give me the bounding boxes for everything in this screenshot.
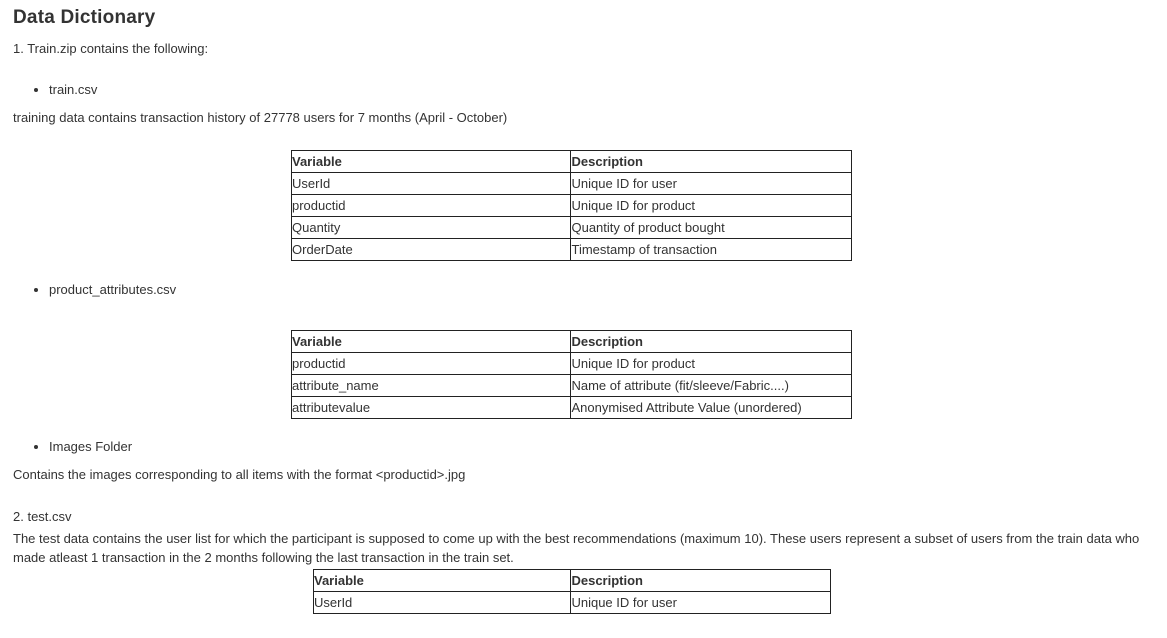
- table-header-row: [292, 151, 852, 173]
- table-cell: Anonymised Attribute Value (unordered): [571, 397, 852, 419]
- bullet-train-label: train.csv: [49, 82, 98, 97]
- table-cell: Quantity: [292, 217, 571, 239]
- table-row: [292, 375, 852, 397]
- bullet-images-label: Images Folder: [49, 439, 133, 454]
- bullet-train-csv: [34, 81, 97, 99]
- images-description: Contains the images corresponding to all items with the format <productid>.jpg: [13, 467, 466, 482]
- table-cell: attribute_name: [292, 375, 571, 397]
- table-header-cell: Description: [571, 151, 852, 173]
- bullet-images-folder: [34, 438, 132, 456]
- table-cell: Quantity of product bought: [571, 217, 852, 239]
- bullet-icon: [34, 288, 38, 292]
- bullet-product-label: product_attributes.csv: [49, 282, 177, 297]
- train-variables-table: [291, 150, 852, 261]
- table-cell: productid: [292, 195, 571, 217]
- table-row: [292, 195, 852, 217]
- table-cell: OrderDate: [292, 239, 571, 261]
- bullet-icon: [34, 445, 38, 449]
- train-description: training data contains transaction history of 27778 users for 7 months (April - October): [13, 110, 508, 125]
- table-header-cell: Variable: [292, 151, 571, 173]
- table-header-row: [314, 570, 831, 592]
- table-cell: Unique ID for product: [571, 195, 852, 217]
- table-header-cell: Variable: [292, 331, 571, 353]
- table-cell: UserId: [314, 592, 571, 614]
- bullet-icon: [34, 88, 38, 92]
- table-row: [292, 239, 852, 261]
- table-cell: Timestamp of transaction: [571, 239, 852, 261]
- table-row: [292, 217, 852, 239]
- table-header-cell: Description: [571, 331, 852, 353]
- table-header-row: [292, 331, 852, 353]
- table-header-cell: Variable: [314, 570, 571, 592]
- table-cell: productid: [292, 353, 571, 375]
- test-description: The test data contains the user list for which the participant is supposed to come up with the best recommendations (maximum 10). These users represent a subset of users from the train data who made atleast 1 transaction in the 2 months following the last transaction in the train set.: [13, 531, 1140, 565]
- product-attributes-table: [291, 330, 852, 419]
- table-row: [314, 592, 831, 614]
- table-cell: Unique ID for user: [571, 592, 831, 614]
- table-header-cell: Description: [571, 570, 831, 592]
- table-row: [292, 173, 852, 195]
- page-title: Data Dictionary: [13, 7, 156, 28]
- table-row: [292, 397, 852, 419]
- table-cell: Unique ID for product: [571, 353, 852, 375]
- bullet-product-attributes: [34, 281, 176, 299]
- table-cell: attributevalue: [292, 397, 571, 419]
- table-cell: Name of attribute (fit/sleeve/Fabric....): [571, 375, 852, 397]
- test-variables-table: [313, 569, 831, 614]
- item2-title: 2. test.csv: [13, 509, 72, 524]
- table-cell: UserId: [292, 173, 571, 195]
- item1-intro: 1. Train.zip contains the following:: [13, 41, 209, 56]
- table-cell: Unique ID for user: [571, 173, 852, 195]
- table-row: [292, 353, 852, 375]
